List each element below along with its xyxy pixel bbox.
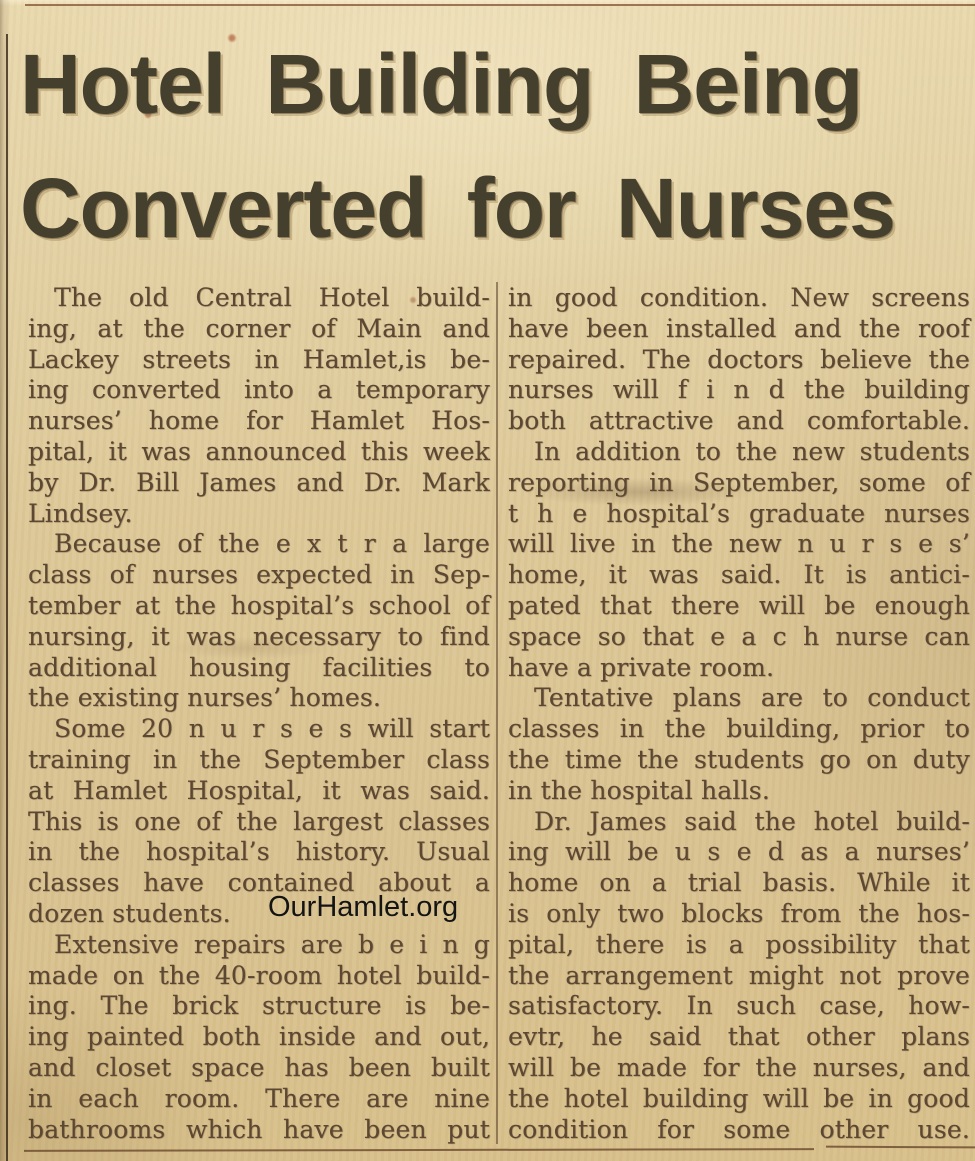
article-line: the existing nurses’ homes.: [28, 683, 382, 713]
article-line: space so that e a c h nurse can: [508, 621, 970, 651]
article-line: will be made for the nurses, and: [508, 1052, 970, 1082]
article-column-left: [28, 283, 490, 1145]
column-divider-rule: [496, 282, 498, 1144]
article-line: home on a trial basis. While it: [508, 868, 970, 898]
article-line: dozen students.: [28, 898, 231, 928]
article-line: the hotel building will be in good: [508, 1083, 970, 1113]
bottom-rule-left: [24, 1148, 814, 1152]
article-line: pital, there is a possibility that: [508, 929, 970, 959]
article-line: the time the students go on duty: [508, 744, 970, 774]
article-line: at Hamlet Hospital, it was said.: [28, 775, 490, 805]
article-paragraph: [28, 930, 490, 1146]
article-line: ing, at the corner of Main and: [28, 313, 490, 343]
bottom-rule-right: [826, 1146, 975, 1149]
article-line: Because of the e x t r a large: [54, 529, 490, 559]
article-line: have a private room.: [508, 652, 775, 682]
article-line: have been installed and the roof: [508, 313, 970, 343]
article-line: In addition to the new students: [534, 436, 970, 466]
article-line: nursing, it was necessary to find: [28, 621, 490, 651]
article-line: ing painted both inside and out,: [28, 1022, 490, 1052]
article-line: t h e hospital’s graduate nurses: [508, 498, 970, 528]
article-line: additional housing facilities to: [28, 652, 490, 682]
article-line: and closet space has been built: [28, 1052, 490, 1082]
article-line: ing converted into a temporary: [28, 375, 490, 405]
article-line: condition for some other use.: [508, 1114, 970, 1144]
headline: [20, 22, 965, 270]
article-line: The old Central Hotel build-: [54, 283, 490, 312]
article-line: Lindsey.: [28, 498, 133, 528]
article-line: satisfactory. In such case, how-: [508, 991, 970, 1021]
article-line: made on the 40-room hotel build-: [28, 960, 490, 990]
article-line: repaired. The doctors believe the: [508, 344, 970, 374]
article-line: bathrooms which have been put: [28, 1114, 490, 1144]
article-line: evtr, he said that other plans: [508, 1022, 970, 1052]
article-paragraph: [508, 807, 970, 1146]
article-line: nurses will f i n d the building: [508, 375, 970, 405]
article-line: both attractive and comfortable.: [508, 406, 970, 436]
article-paragraph: [508, 283, 970, 437]
article-line: nurses’ home for Hamlet Hos-: [28, 406, 490, 436]
article-line: class of nurses expected in Sep-: [28, 560, 490, 590]
article-line: tember at the hospital’s school of: [28, 590, 490, 620]
article-line: Dr. James said the hotel build-: [534, 806, 970, 836]
article-line: training in the September class: [28, 744, 490, 774]
left-border-rule: [6, 34, 8, 1161]
watermark: OurHamlet.org: [268, 891, 459, 923]
headline-line-2: Converted for Nurses: [20, 161, 895, 255]
article-line: Lackey streets in Hamlet,is be-: [28, 344, 490, 374]
article-line: Some 20 n u r s e s will start: [54, 714, 490, 744]
article-column-right: [508, 283, 970, 1145]
article-line: home, it was said. It is antici-: [508, 560, 970, 590]
headline-line-1: Hotel Building Being: [20, 37, 862, 131]
article-line: reporting in September, some of: [508, 467, 970, 497]
article-line: in good condition. New screens: [508, 283, 970, 312]
article-paragraph: [508, 683, 970, 806]
article-line: Tentative plans are to conduct: [534, 683, 970, 713]
article-line: by Dr. Bill James and Dr. Mark: [28, 467, 490, 497]
article-line: in the hospital halls.: [508, 775, 770, 805]
article-paragraph: [508, 437, 970, 683]
article-line: classes in the building, prior to: [508, 714, 970, 744]
article-line: ing will be u s e d as a nurses’: [508, 837, 970, 867]
article-line: in the hospital’s history. Usual: [28, 837, 490, 867]
article-paragraph: [28, 529, 490, 714]
article-line: will live in the new n u r s e s’: [508, 529, 970, 559]
top-rule: [25, 4, 975, 6]
article-line: classes have contained about a: [28, 868, 490, 898]
article-line: pated that there will be enough: [508, 590, 970, 620]
article-line: This is one of the largest classes: [28, 806, 490, 836]
article-line: ing. The brick structure is be-: [28, 991, 490, 1021]
article-line: pital, it was announced this week: [28, 436, 490, 466]
article-line: in each room. There are nine: [28, 1083, 490, 1113]
article-paragraph: [28, 283, 490, 529]
article-line: is only two blocks from the hos-: [508, 898, 970, 928]
article-line: Extensive repairs are b e i n g: [54, 929, 490, 959]
article-line: the arrangement might not prove: [508, 960, 970, 990]
